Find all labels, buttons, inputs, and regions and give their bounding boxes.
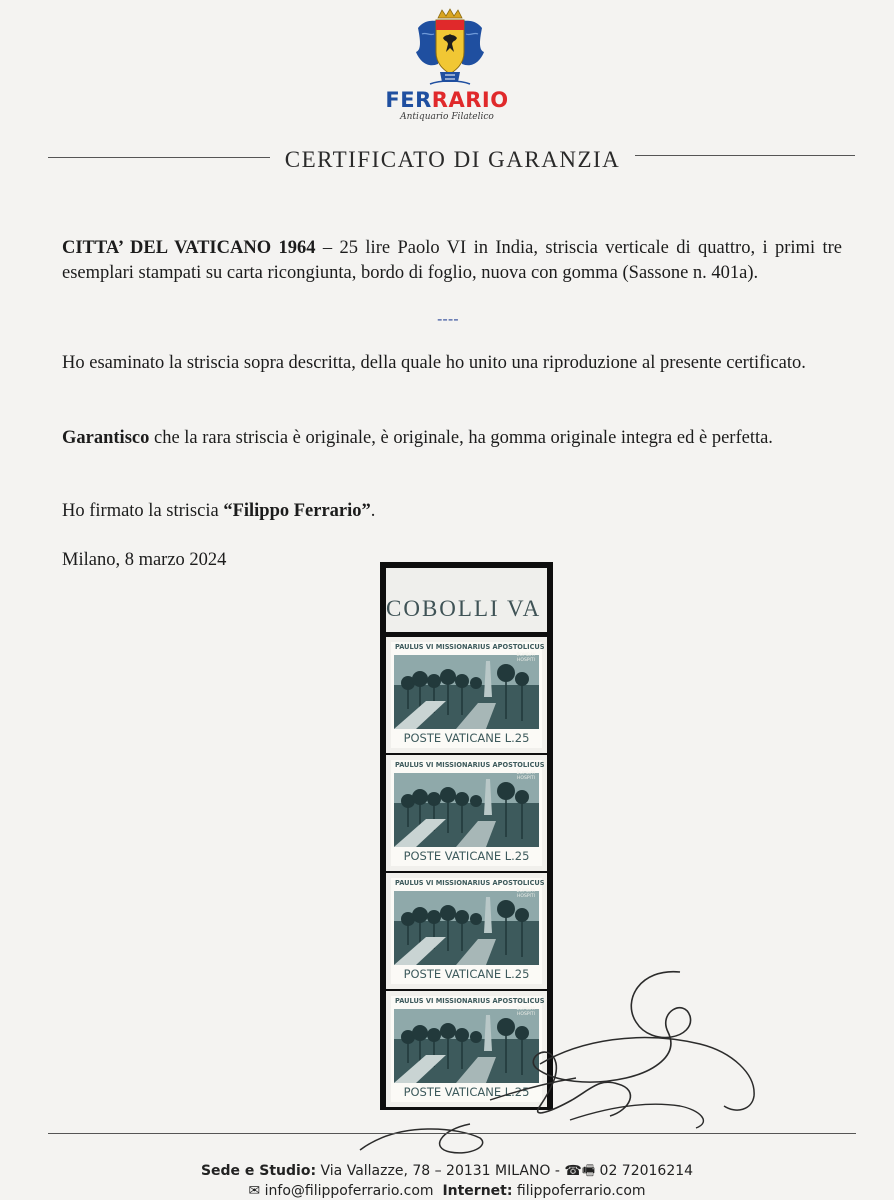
guarantee-lead: Garantisco — [62, 428, 150, 448]
internet-label: Internet: — [442, 1183, 513, 1199]
stamp-value: POSTE VATICANE L.25 — [403, 1085, 530, 1099]
stamp-corner-text: BOMBAY HOSPITI — [516, 653, 536, 663]
studio-label: Sede e Studio: — [200, 1163, 317, 1179]
studio-address: Via Vallazze, 78 – 20131 MILANO - — [316, 1163, 565, 1179]
description-text: – 25 lire Paolo VI in India, striscia verticale di quattro, i primi tre esemplari stampati su carta ricongiunta, bordo di foglio, nuova con gomma (Sassone n. 401a). — [62, 238, 842, 283]
fax-icon: 🖷 — [581, 1163, 596, 1179]
signed-paragraph — [62, 499, 842, 524]
brand-tagline: Antiquario Filatelico — [400, 112, 494, 122]
signed-prefix: Ho firmato la striscia — [62, 501, 224, 521]
footer-address-line — [0, 1160, 894, 1184]
brand-part-red: RARIO — [431, 88, 509, 112]
stamp-value: POSTE VATICANE L.25 — [403, 967, 530, 981]
stamp-top-legend: PAULUS VI MISSIONARIUS APOSTOLICUS — [395, 997, 545, 1005]
stamp — [386, 637, 547, 753]
title-rule-left — [48, 157, 270, 158]
email-icon: ✉ — [248, 1183, 261, 1199]
guarantee-paragraph — [62, 426, 842, 451]
guarantee-text: che la rara striscia è originale, è originale, ha gomma originale integra ed è perfetta. — [149, 428, 773, 448]
ferrario-crest-logo — [412, 8, 488, 88]
description-heading: CITTA’ DEL VATICANO 1964 — [62, 238, 316, 258]
email-address: info@filippoferrario.com — [264, 1183, 434, 1199]
stamp-value: POSTE VATICANE L.25 — [403, 849, 530, 863]
stamp-top-legend: PAULUS VI MISSIONARIUS APOSTOLICUS — [395, 643, 545, 651]
place-date: Milano, 8 marzo 2024 — [62, 550, 227, 570]
phone-number: 02 72016214 — [599, 1163, 694, 1179]
stamp-top-legend: PAULUS VI MISSIONARIUS APOSTOLICUS — [395, 879, 545, 887]
stamp-description — [62, 236, 842, 286]
footer-rule — [48, 1133, 856, 1134]
phone-icon: ☎ — [564, 1163, 582, 1179]
stamp-corner-text: BOMBAY HOSPITI — [516, 1007, 536, 1017]
examined-paragraph: Ho esaminato la striscia sopra descritta, della quale ho unito una riproduzione al presente certificato. — [62, 353, 806, 373]
brand-part-blue: FER — [385, 88, 432, 112]
stamp-value: POSTE VATICANE L.25 — [403, 731, 530, 745]
footer-contact-line — [0, 1183, 894, 1199]
handwritten-signature — [340, 960, 780, 1160]
selvage-text: COBOLLI VA — [386, 596, 542, 621]
stamp-corner-text: BOMBAY HOSPITI — [516, 771, 536, 781]
signer-name: “Filippo Ferrario” — [223, 501, 371, 521]
title-rule-right — [635, 155, 855, 156]
stamp-corner-text: BOMBAY HOSPITI — [516, 889, 536, 899]
separator-dashes: ---- — [437, 310, 459, 328]
brand-wordmark — [347, 88, 547, 112]
sheet-selvage — [386, 568, 547, 632]
stamp-top-legend: PAULUS VI MISSIONARIUS APOSTOLICUS — [395, 761, 545, 769]
website: filippoferrario.com — [512, 1183, 646, 1199]
signed-suffix: . — [370, 501, 376, 521]
stamp — [386, 755, 547, 871]
certificate-title: CERTIFICATO DI GARANZIA — [284, 147, 621, 172]
